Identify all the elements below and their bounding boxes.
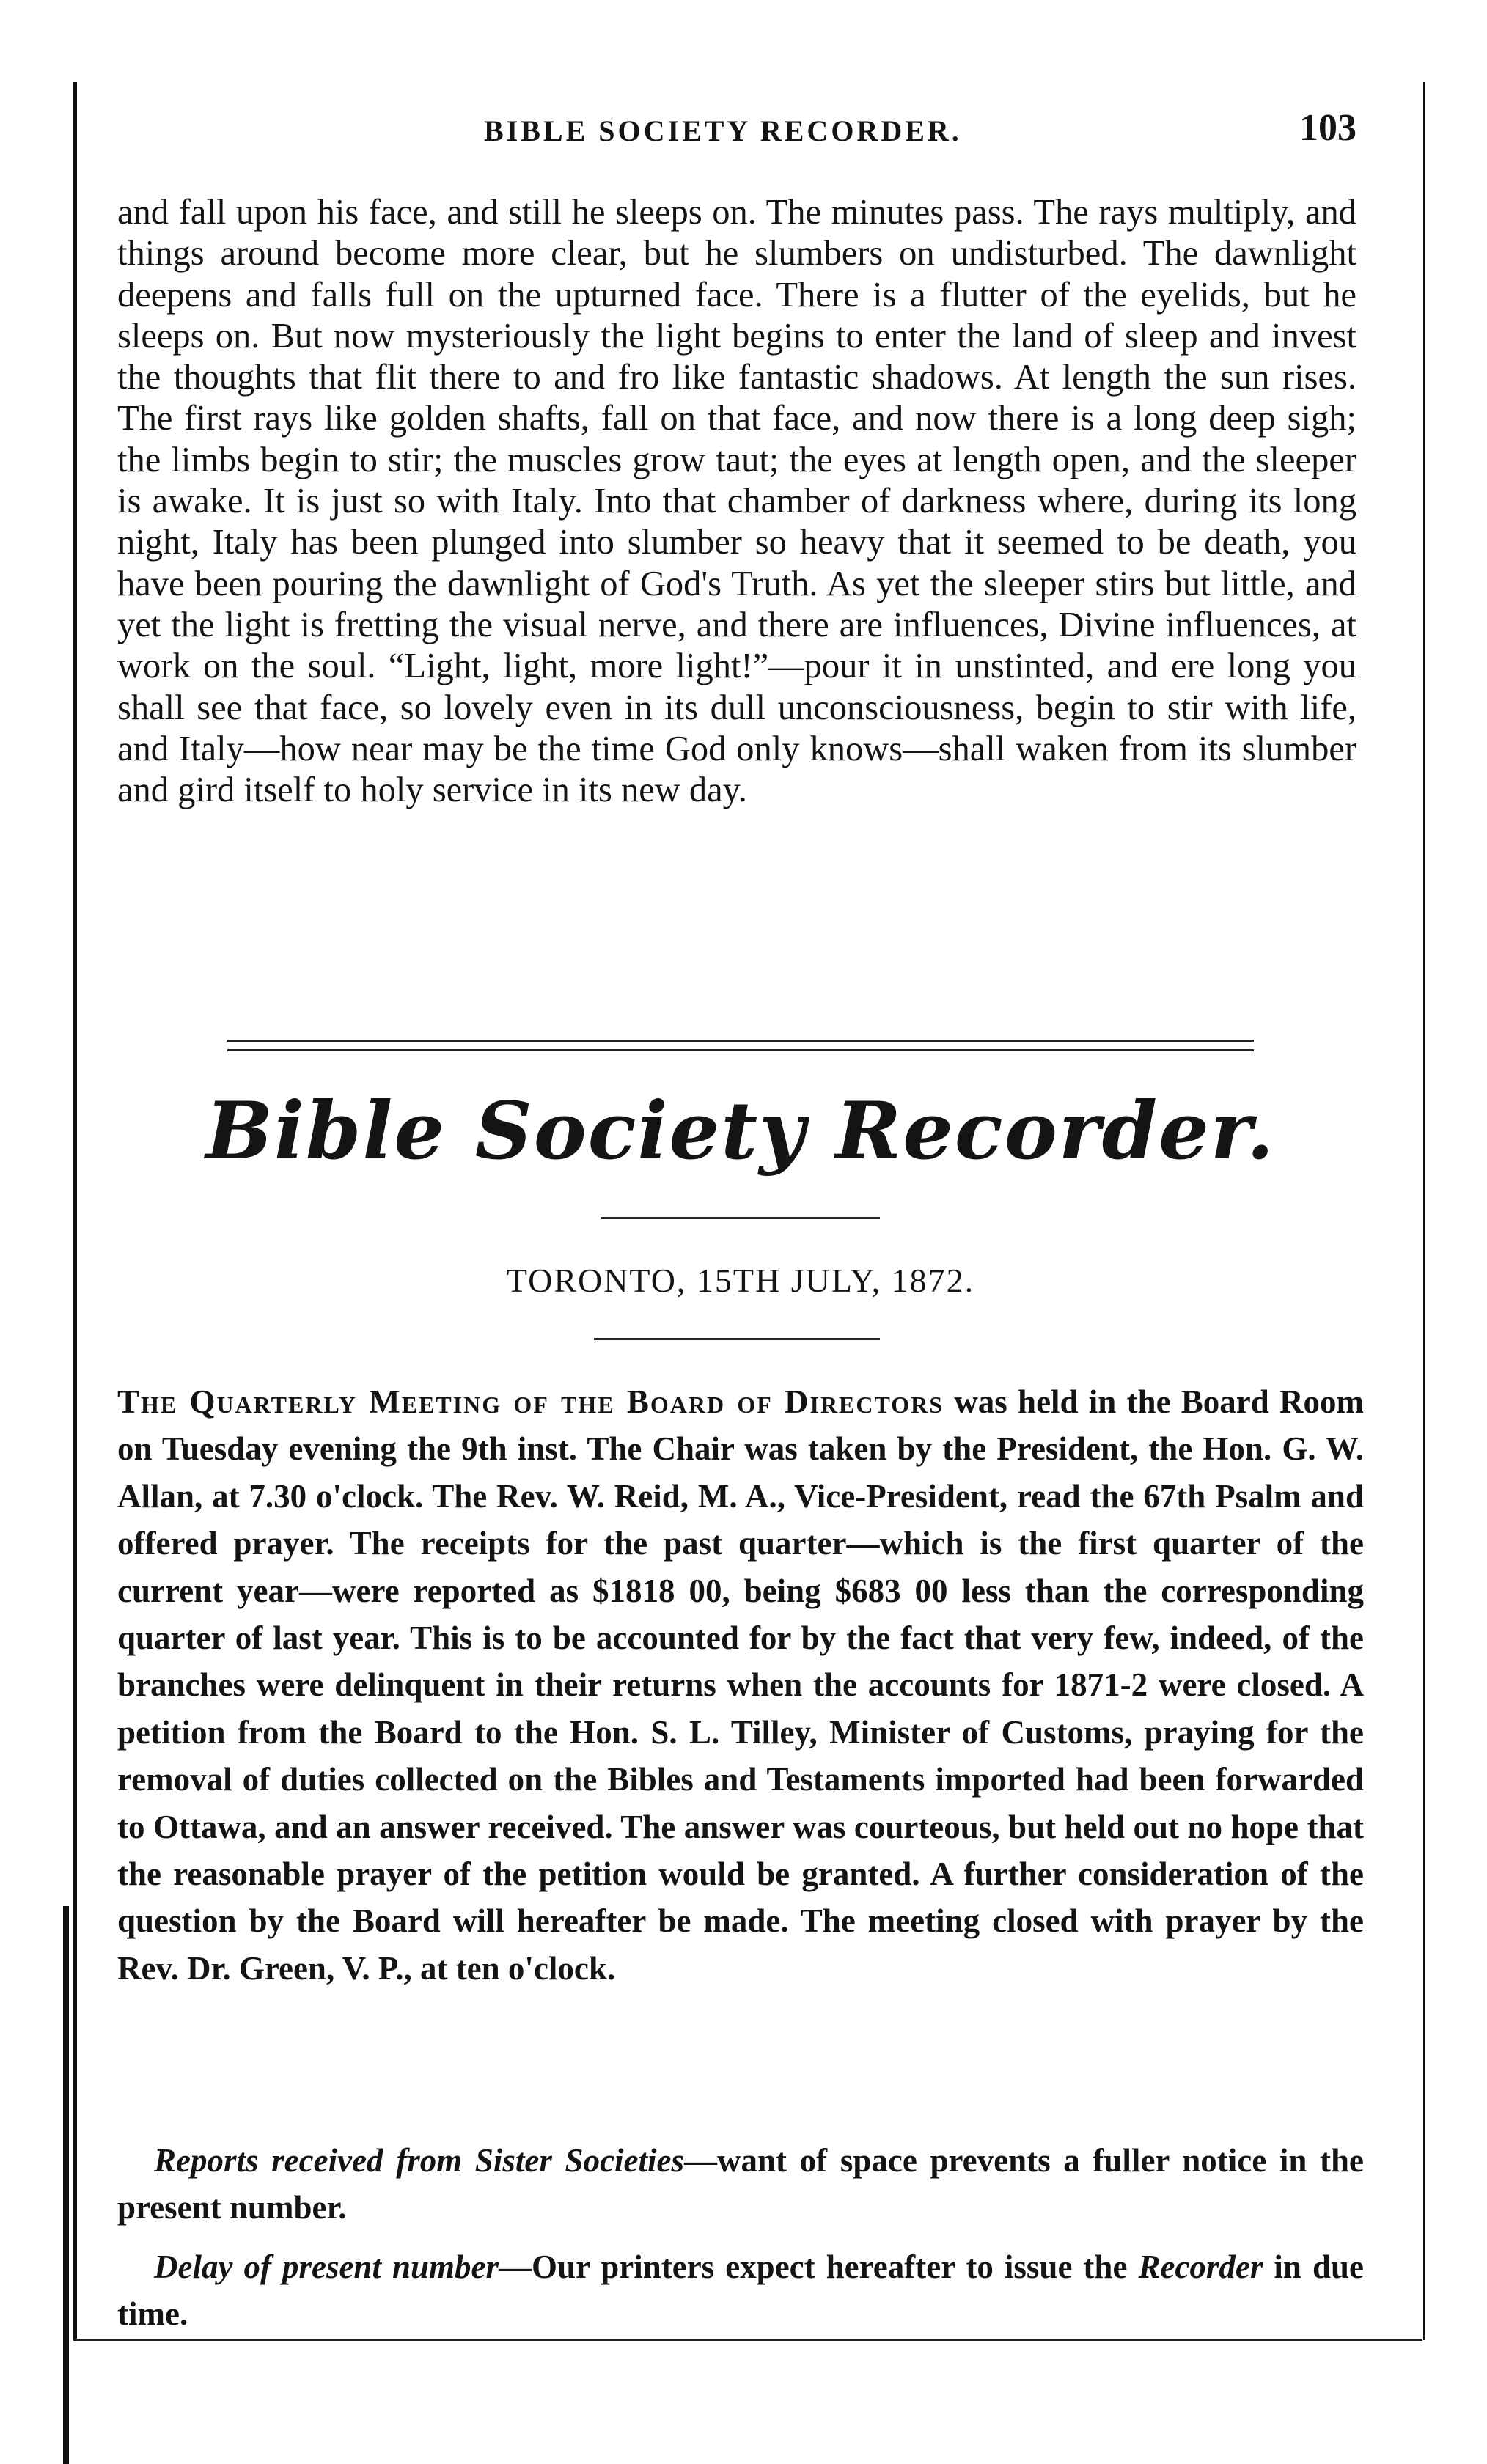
binding-edge [63, 1906, 69, 2464]
article-lead: The Quarterly Meeting of the Board of Directors [117, 1383, 944, 1420]
note-reports-body: —want of space prevents a fuller notice in the present number. [117, 2142, 1365, 2226]
note-delay-lead: Delay of present number [154, 2248, 499, 2285]
note-delay-body-1: —Our printers expect hereafter to issue the [499, 2248, 1139, 2285]
dateline-rule [594, 1338, 880, 1340]
note-delay-italic: Recorder [1138, 2248, 1263, 2285]
note-reports [117, 2137, 1364, 2232]
bottom-rule [73, 2339, 1422, 2341]
page-number: 103 [1299, 107, 1356, 149]
note-delay-body-2: in due time. [117, 2248, 1364, 2333]
page-header [117, 106, 1364, 158]
masthead-title: Bible Society Recorder. [205, 1085, 1276, 1177]
article-paragraph [117, 1378, 1364, 1992]
running-head: BIBLE SOCIETY RECORDER. [484, 114, 962, 147]
masthead-rule [601, 1217, 880, 1219]
continuation-paragraph: and fall upon his face, and still he sleeps on. The minutes pass. The rays multiply, and things around become more clear, but he slumbers on undisturbed. The dawnlight deepens and falls full on the upturned face. There is a flutter of the eyelids, but he sleeps on. But now mysteriously the light begins to enter the land of sleep and invest the thoughts that flit there to and fro like fantastic shadows. At length the sun rises. The first rays like golden shafts, fall on that face, and now there is a long deep sigh; the limbs begin to stir; the muscles grow taut; the eyes at length open, and the sleeper is awake. It is just so with Italy. Into that chamber of darkness where, during its long night, Italy has been plunged into slumber so heavy that it seemed to be death, you have been pouring the dawnlight of God's Truth. As yet the sleeper stirs but little, and yet the light is fretting the visual nerve, and there are influences, Divine influences, at work on the soul. “Light, light, more light!”—pour it in unstinted, and ere long you shall see that face, so lovely even in its dull unconsciousness, begin to stir with life, and Italy—how near may be the time God only knows—shall waken from its slumber and gird itself to holy service in its new day. [117, 193, 1356, 810]
note-delay [117, 2243, 1364, 2338]
dateline: TORONTO, 15TH JULY, 1872. [506, 1262, 975, 1299]
article-body: was held in the Board Room on Tuesday evening the 9th inst. The Chair was taken by the President, the Hon. G. W. Allan, at 7.30 o'clock. The Rev. W. Reid, M. A., Vice-President, read the 67th Psalm and offered prayer. The receipts for the past quarter—which is the first quarter of the current year—were reported as $1818 00, being $683 00 less than the corresponding quarter of last year. This is to be accounted for by the fact that very few, indeed, of the branches were delinquent in their returns when the accounts for 1871-2 were closed. A petition from the Board to the Hon. S. L. Tilley, Minister of Customs, praying for the removal of duties collected on the Bibles and Testaments imported had been forwarded to Ottawa, and an answer received. The answer was courteous, but held out no hope that the reasonable prayer of the petition would be granted. A further consideration of the question by the Board will hereafter be made. The meeting closed with prayer by the Rev. Dr. Green, V. P., at ten o'clock. [117, 1383, 1364, 1987]
section-divider [227, 1040, 1254, 1051]
note-reports-lead: Reports received from Sister Societies [154, 2142, 685, 2179]
